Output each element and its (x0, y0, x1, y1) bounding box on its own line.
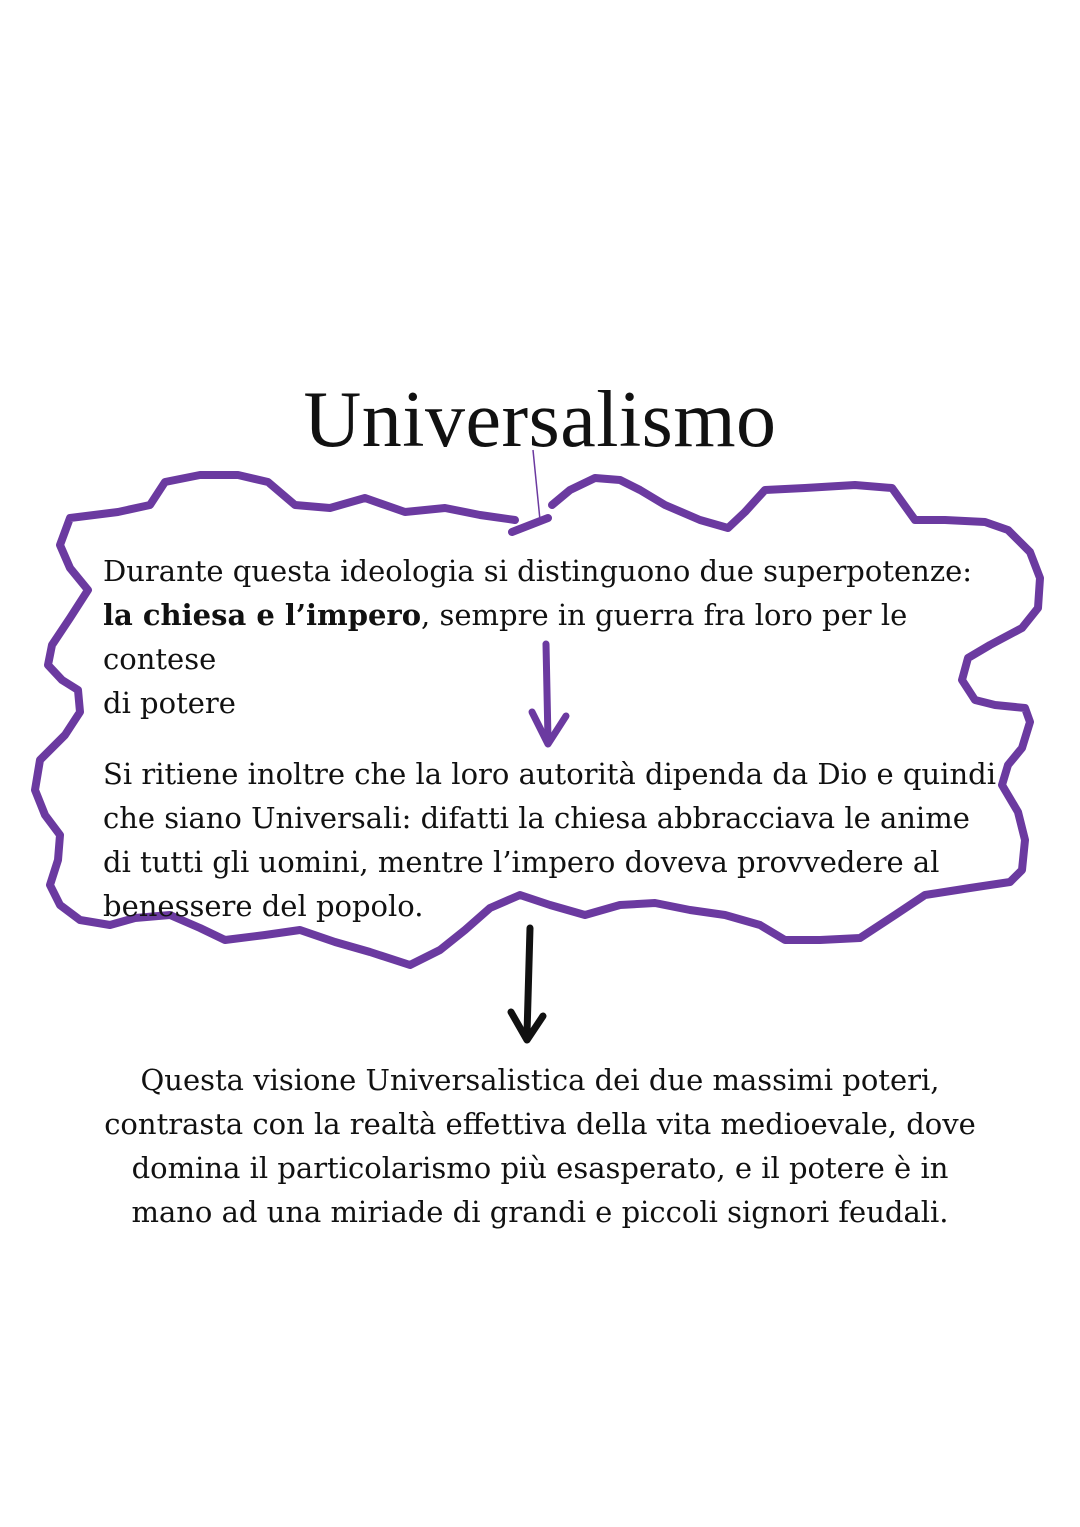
paragraph-line: benessere del popolo. (103, 889, 424, 923)
paragraph-line: Questa visione Universalistica dei due massimi poteri, (140, 1063, 940, 1097)
paragraph-particularism (90, 1058, 990, 1234)
paragraph-line: domina il particolarismo più esasperato, e il potere è in (131, 1151, 949, 1185)
paragraph-line: Si ritiene inoltre che la loro autorità dipenda da Dio e quindi (103, 757, 996, 791)
paragraph-superpowers (103, 549, 1003, 725)
highlight-church-empire: la chiesa e l’impero (103, 598, 422, 632)
paragraph-line: , sempre in guerra fra loro per le contese (103, 598, 908, 676)
paragraph-line: di potere (103, 686, 236, 720)
paragraph-line: mano ad una miriade di grandi e piccoli signori feudali. (131, 1195, 949, 1229)
paragraph-line: Durante questa ideologia si distinguono due superpotenze: (103, 554, 973, 588)
paragraph-line: di tutti gli uomini, mentre l’impero doveva provvedere al (103, 845, 940, 879)
arrow-down-icon-black (511, 928, 543, 1040)
paragraph-universal-authority (103, 752, 1003, 928)
page-title: Universalismo (303, 376, 777, 464)
paragraph-line: contrasta con la realtà effettiva della vita medioevale, dove (104, 1107, 976, 1141)
paragraph-line: che siano Universali: difatti la chiesa abbracciava le anime (103, 801, 970, 835)
